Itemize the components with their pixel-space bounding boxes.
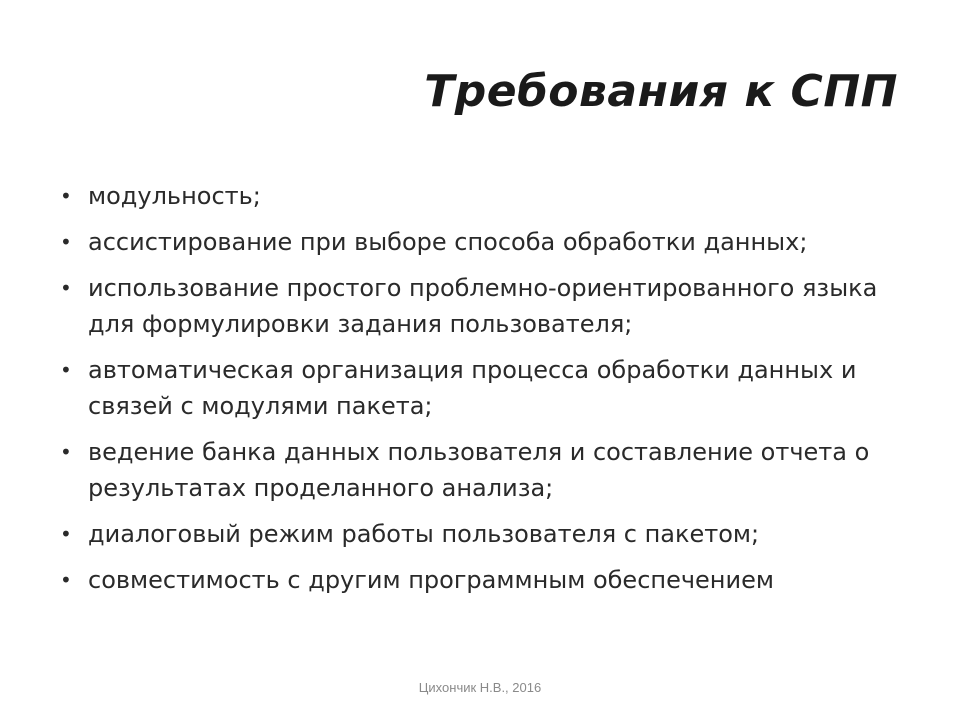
list-item xyxy=(60,516,920,552)
list-item xyxy=(60,178,920,214)
bullet-icon: • xyxy=(60,184,72,208)
list-item xyxy=(60,434,920,506)
list-item-text: использование простого проблемно-ориентированного языка для формулировки задания пользователя; xyxy=(88,274,878,338)
bullet-icon: • xyxy=(60,440,72,464)
bullet-icon: • xyxy=(60,358,72,382)
bullet-icon: • xyxy=(60,522,72,546)
list-item-text: ассистирование при выборе способа обработки данных; xyxy=(88,228,808,256)
bullet-icon: • xyxy=(60,230,72,254)
list-item-text: совместимость с другим программным обеспечением xyxy=(88,566,774,594)
list-item xyxy=(60,224,920,260)
list-item xyxy=(60,562,920,598)
requirements-list xyxy=(60,178,920,608)
list-item xyxy=(60,270,920,342)
bullet-icon: • xyxy=(60,276,72,300)
bullet-icon: • xyxy=(60,568,72,592)
list-item-text: диалоговый режим работы пользователя с пакетом; xyxy=(88,520,760,548)
slide-title: Требования к СПП xyxy=(424,66,898,117)
list-item-text: автоматическая организация процесса обработки данных и связей с модулями пакета; xyxy=(88,356,857,420)
footer-author: Цихончик Н.В., 2016 xyxy=(418,680,542,695)
list-item-text: модульность; xyxy=(88,182,261,210)
list-item xyxy=(60,352,920,424)
list-item-text: ведение банка данных пользователя и составление отчета о результатах проделанного анализа; xyxy=(88,438,870,502)
